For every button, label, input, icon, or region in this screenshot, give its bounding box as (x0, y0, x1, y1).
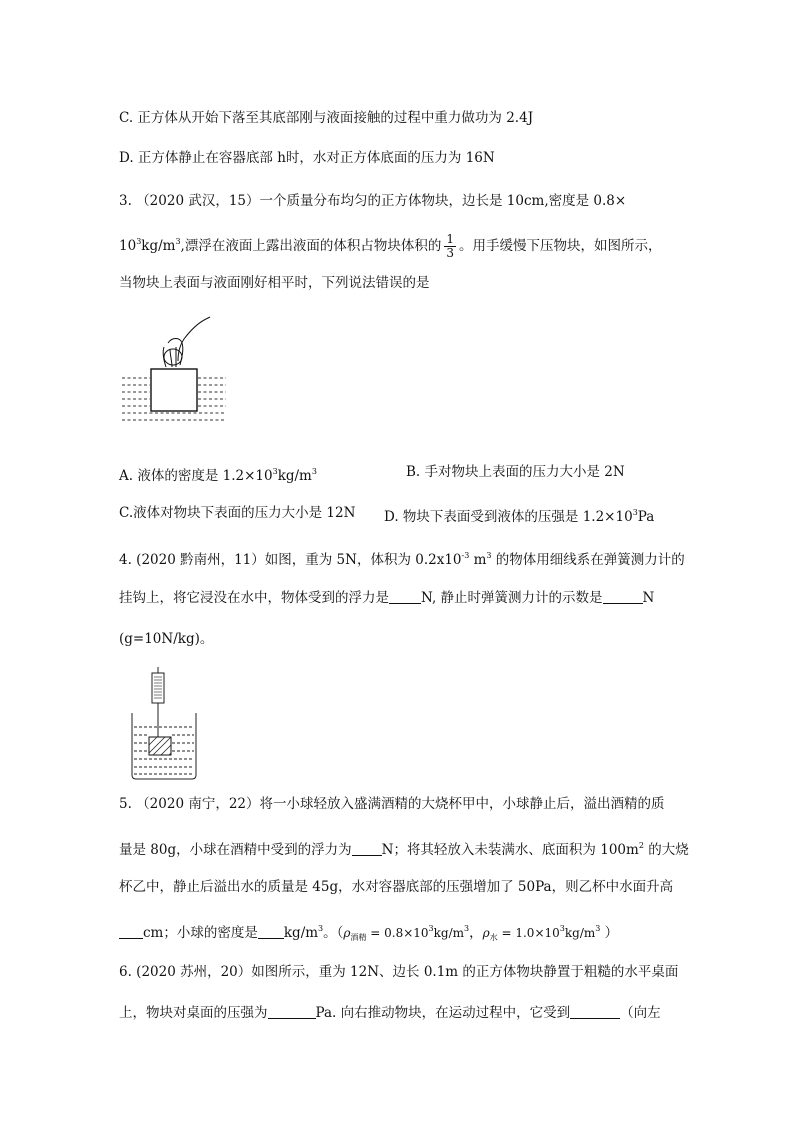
question-4-line-2: 挂钩上，将它浸没在水中，物体受到的浮力是 N, 静止时弹簧测力计的示数是 N (119, 590, 655, 606)
hand-pressing-block-figure (120, 313, 228, 423)
option-d-line: D. 正方体静止在容器底部 h时，水对正方体底面的压力为 16N (119, 150, 495, 166)
question-5-line-2: 量是 80g，小球在酒精中受到的浮力为 N；将其轻放入未装满水、底面积为 $100m^2$ 的大烧 (119, 841, 689, 858)
question-5-line-4: cm；小球的密度是 $kg/m^3$。（$\rho_{酒精} = 0.8\times 10^3kg/m^3$，$\rho_水 = 1.0\times 10^3kg/m^3$ ） (119, 919, 618, 948)
answer-blank[interactable] (603, 589, 643, 604)
question-3-line-1: 3. （2020 武汉，15）一个质量分布均匀的正方体物块，边长是 10cm,密度是 0.8× (119, 193, 627, 209)
answer-blank[interactable] (268, 1004, 316, 1019)
question-5-line-3: 杯乙中，静止后溢出水的质量是 45g，水对容器底部的压强增加了 50Pa，则乙杯中水面升高 (119, 879, 674, 895)
question-4-line-3: (g=10N/kg)。 (119, 631, 214, 647)
question-3-line-2: $10^3kg/m^3$,漂浮在液面上露出液面的体积占物块体积的 $\frac{1}{3}$ 。用手缓慢下压物块，如图所示， (119, 232, 662, 260)
answer-blank[interactable] (389, 589, 421, 604)
question-6-line-2: 上，物块对桌面的压强为 Pa. 向右推动物块，在运动过程中，它受到 （向左 (119, 1005, 661, 1021)
question-3-option-c: C.液体对物块下表面的压力大小是 12N (119, 505, 356, 521)
question-3-option-d: D. 物块下表面受到液体的压强是 $1.2\times 10^3Pa$ (384, 508, 655, 525)
question-4-line-1: 4. (2020 黔南州，11）如图，重为 5N，体积为 $0.2x10^{-3}$ $m^3$ 的物体用细线系在弹簧测力计的 (119, 551, 685, 568)
question-3-option-b: B. 手对物块上表面的压力大小是 2N (406, 464, 625, 480)
fraction-one-third: $\frac{1}{3}$ (446, 232, 454, 260)
question-3-line-3: 当物块上表面与液面刚好相平时，下列说法错误的是 (119, 275, 430, 291)
question-3-option-a: A. 液体的密度是 $1.2\times 10^3kg/m^3$ (119, 467, 317, 484)
question-5-line-1: 5. （2020 南宁，22）将一小球轻放入盛满酒精的大烧杯甲中，小球静止后，溢出酒精的质 (119, 796, 665, 812)
answer-blank[interactable] (570, 1004, 620, 1019)
spring-scale-beaker-figure (128, 665, 200, 783)
option-c-line: C. 正方体从开始下落至其底部刚与液面接触的过程中重力做功为 2.4J (119, 110, 534, 126)
answer-blank[interactable] (258, 924, 284, 939)
question-6-line-1: 6. (2020 苏州，20）如图所示，重为 12N、边长 0.1m 的正方体物块静置于粗糙的水平桌面 (119, 964, 679, 980)
answer-blank[interactable] (119, 924, 143, 939)
answer-blank[interactable] (352, 841, 382, 856)
